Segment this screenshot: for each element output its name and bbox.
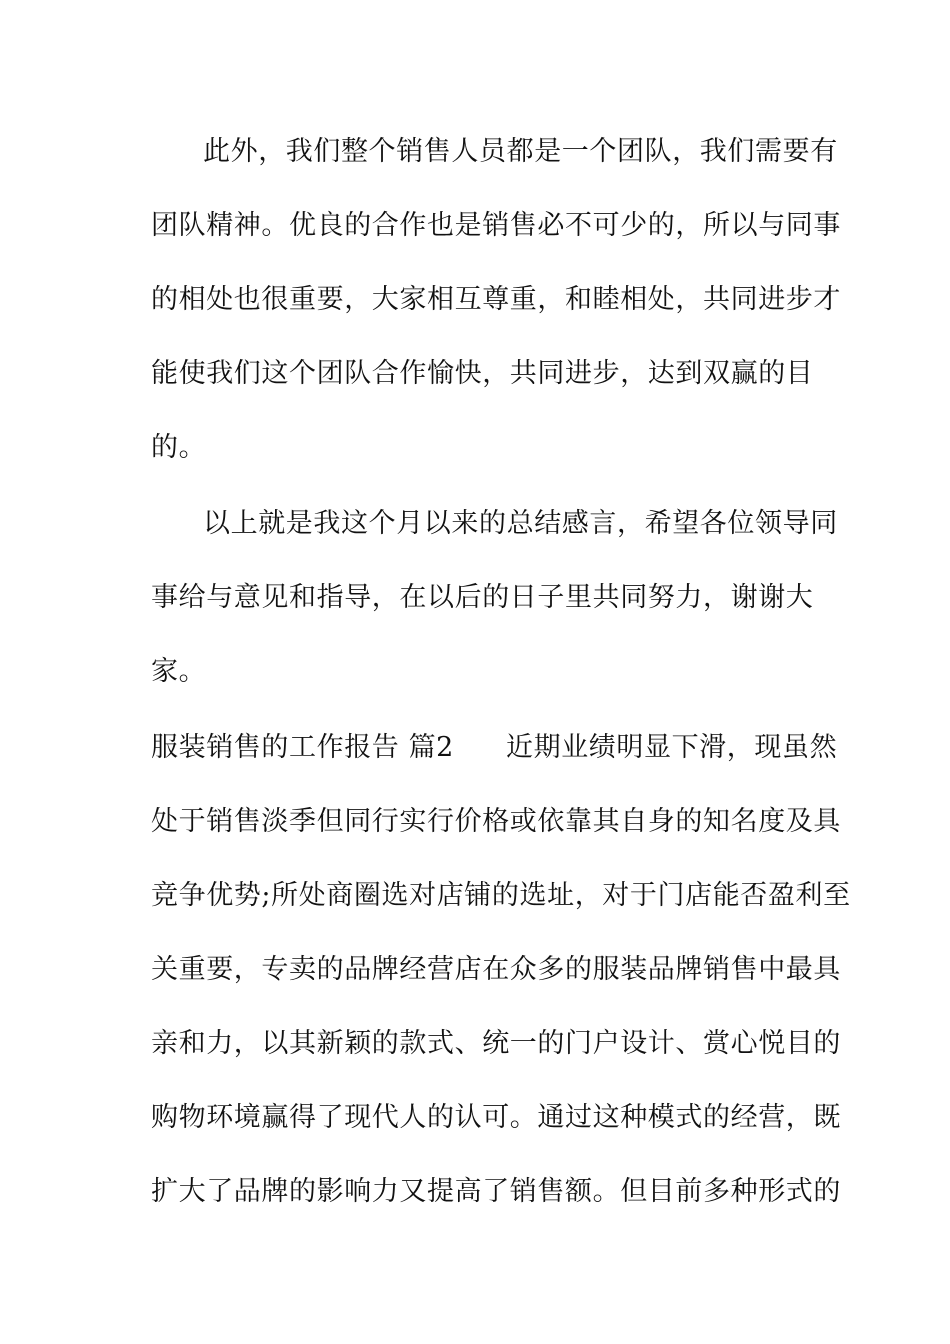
paragraph-line: 家。	[151, 656, 207, 687]
section-heading: 服装销售的工作报告 篇2	[151, 732, 454, 763]
paragraph-line: 购物环境赢得了现代人的认可。通过这种模式的经营，既	[151, 1102, 841, 1133]
paragraph-line: 扩大了品牌的影响力又提高了销售额。但目前多种形式的	[151, 1176, 841, 1207]
paragraph-line: 以上就是我这个月以来的总结感言，希望各位领导同	[203, 508, 838, 539]
paragraph-line: 的相处也很重要，大家相互尊重，和睦相处，共同进步才	[151, 284, 841, 315]
paragraph-line: 关重要，专卖的品牌经营店在众多的服装品牌销售中最具	[151, 954, 841, 985]
paragraph-line: 团队精神。优良的合作也是销售必不可少的，所以与同事	[151, 210, 841, 241]
paragraph-line: 此外，我们整个销售人员都是一个团队，我们需要有	[203, 136, 838, 167]
paragraph-line: 亲和力，以其新颖的款式、统一的门户设计、赏心悦目的	[151, 1028, 841, 1059]
paragraph-start: 近期业绩明显下滑，现虽然	[505, 732, 838, 763]
paragraph-line: 的。	[151, 432, 207, 463]
paragraph-line: 处于销售淡季但同行实行价格或依靠其自身的知名度及具	[151, 806, 841, 837]
paragraph-line: 竞争优势;所处商圈选对店铺的选址，对于门店能否盈利至	[151, 880, 851, 911]
section-heading-line	[151, 730, 837, 766]
paragraph-line: 事给与意见和指导，在以后的日子里共同努力，谢谢大	[151, 582, 814, 613]
paragraph-line: 能使我们这个团队合作愉快，共同进步，达到双赢的目	[151, 358, 814, 389]
